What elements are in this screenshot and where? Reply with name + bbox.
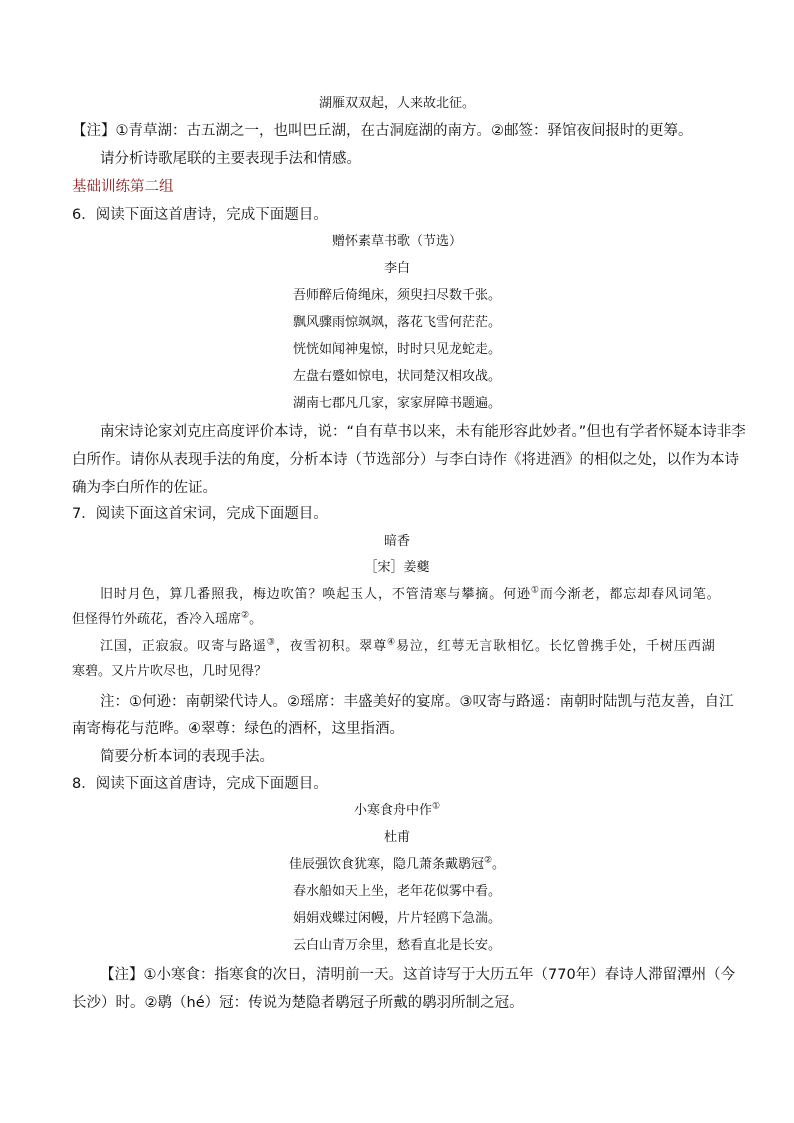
q6-poem-author: 李白	[383, 261, 410, 276]
q7-ci-line: 寒碧。又片片吹尽也，几时见得？	[72, 664, 268, 679]
q6-poem-line: 左盘右蹙如惊电，状同楚汉相攻战。	[292, 369, 501, 384]
q8-poem-author: 杜甫	[383, 830, 410, 845]
footnote-marker: ③	[266, 637, 276, 648]
q8-poem-line: 佳辰强饮食犹寒，隐几萧条戴鹖冠②。	[288, 855, 506, 872]
q7-ci-line: 江国，正寂寂。叹寄与路遥③，夜雪初积。翠尊④易泣，红萼无言耿相忆。长忆曾携手处，千树压西湖	[100, 637, 716, 654]
q6-prompt-line: 南宋诗论家刘克庄高度评价本诗，说：“自有草书以来，未有能形容此妙者。”但也有学者怀疑本诗非李	[100, 424, 746, 440]
q6-poem-line: 吾师醉后倚绳床，须臾扫尽数千张。	[292, 288, 501, 303]
q6-prompt-line: 确为李白所作的佐证。	[72, 480, 217, 496]
q8-note-line: 【注】①小寒食：指寒食的次日，清明前一天。这首诗写于大历五年（770年）春诗人滞留潭州（今	[100, 967, 736, 983]
q6-poem-line: 恍恍如闻神鬼惊，时时只见龙蛇走。	[292, 342, 501, 357]
q7-ci-title: 暗香	[383, 534, 410, 549]
q7-note-line: 注：①何逊：南朝梁代诗人。②瑶席：丰盛美好的宴席。③叹寄与路遥：南朝时陆凯与范友善，自江	[100, 694, 734, 710]
footnote-marker: ④	[386, 637, 396, 648]
q8-intro: 8．阅读下面这首唐诗，完成下面题目。	[72, 776, 328, 792]
footnote-marker: ②	[241, 610, 250, 621]
q6-poem-line: 飘风骤雨惊飒飒，落花飞雪何茫茫。	[292, 315, 501, 330]
q7-ci-author: ［宋］姜夔	[364, 560, 430, 575]
q8-note-line: 长沙）时。②鹖（hé）冠：传说为楚隐者鹖冠子所戴的鹖羽所制之冠。	[72, 995, 524, 1011]
q7-intro: 7．阅读下面这首宋词，完成下面题目。	[72, 506, 328, 522]
q6-intro: 6．阅读下面这首唐诗，完成下面题目。	[72, 207, 328, 223]
q6-poem-title: 赠怀素草书歌（节选）	[331, 234, 462, 249]
footnote-marker: ①	[431, 801, 441, 812]
q7-ci-line: 但怪得竹外疏花，香冷入瑶席②。	[72, 610, 263, 627]
q5-note: 【注】①青草湖：古五湖之一，也叫巴丘湖，在古洞庭湖的南方。②邮签：驿馆夜间报时的更筹。	[72, 123, 693, 139]
q8-poem-line: 娟娟戏蝶过闲幔，片片轻鸥下急湍。	[292, 911, 501, 926]
q7-note-line: 南寄梅花与范晔。④翠尊：绿色的酒杯，这里指酒。	[72, 721, 404, 737]
footnote-marker: ①	[530, 585, 540, 596]
poem-line: 湖雁双双起，人来故北征。	[318, 96, 475, 111]
q8-poem-title: 小寒食舟中作①	[353, 801, 441, 818]
q6-poem-line: 湖南七郡凡几家，家家屏障书题遍。	[292, 396, 501, 411]
q7-prompt: 简要分析本词的表现手法。	[100, 749, 274, 765]
q8-poem-line: 云白山青万余里，愁看直北是长安。	[292, 938, 501, 953]
q5-prompt: 请分析诗歌尾联的主要表现手法和情感。	[100, 151, 361, 167]
q7-ci-line: 旧时月色，算几番照我，梅边吹笛？唤起玉人，不管清寒与攀摘。何逊①而今渐老，都忘却春风词笔。	[100, 585, 721, 602]
section-heading: 基础训练第二组	[72, 179, 174, 195]
q6-prompt-line: 白所作。请你从表现手法的角度，分析本诗（节选部分）与李白诗作《将进酒》的相似之处，以作为本诗	[72, 452, 739, 468]
q8-poem-line: 春水船如天上坐，老年花似雾中看。	[292, 884, 501, 899]
footnote-marker: ②	[483, 855, 493, 866]
